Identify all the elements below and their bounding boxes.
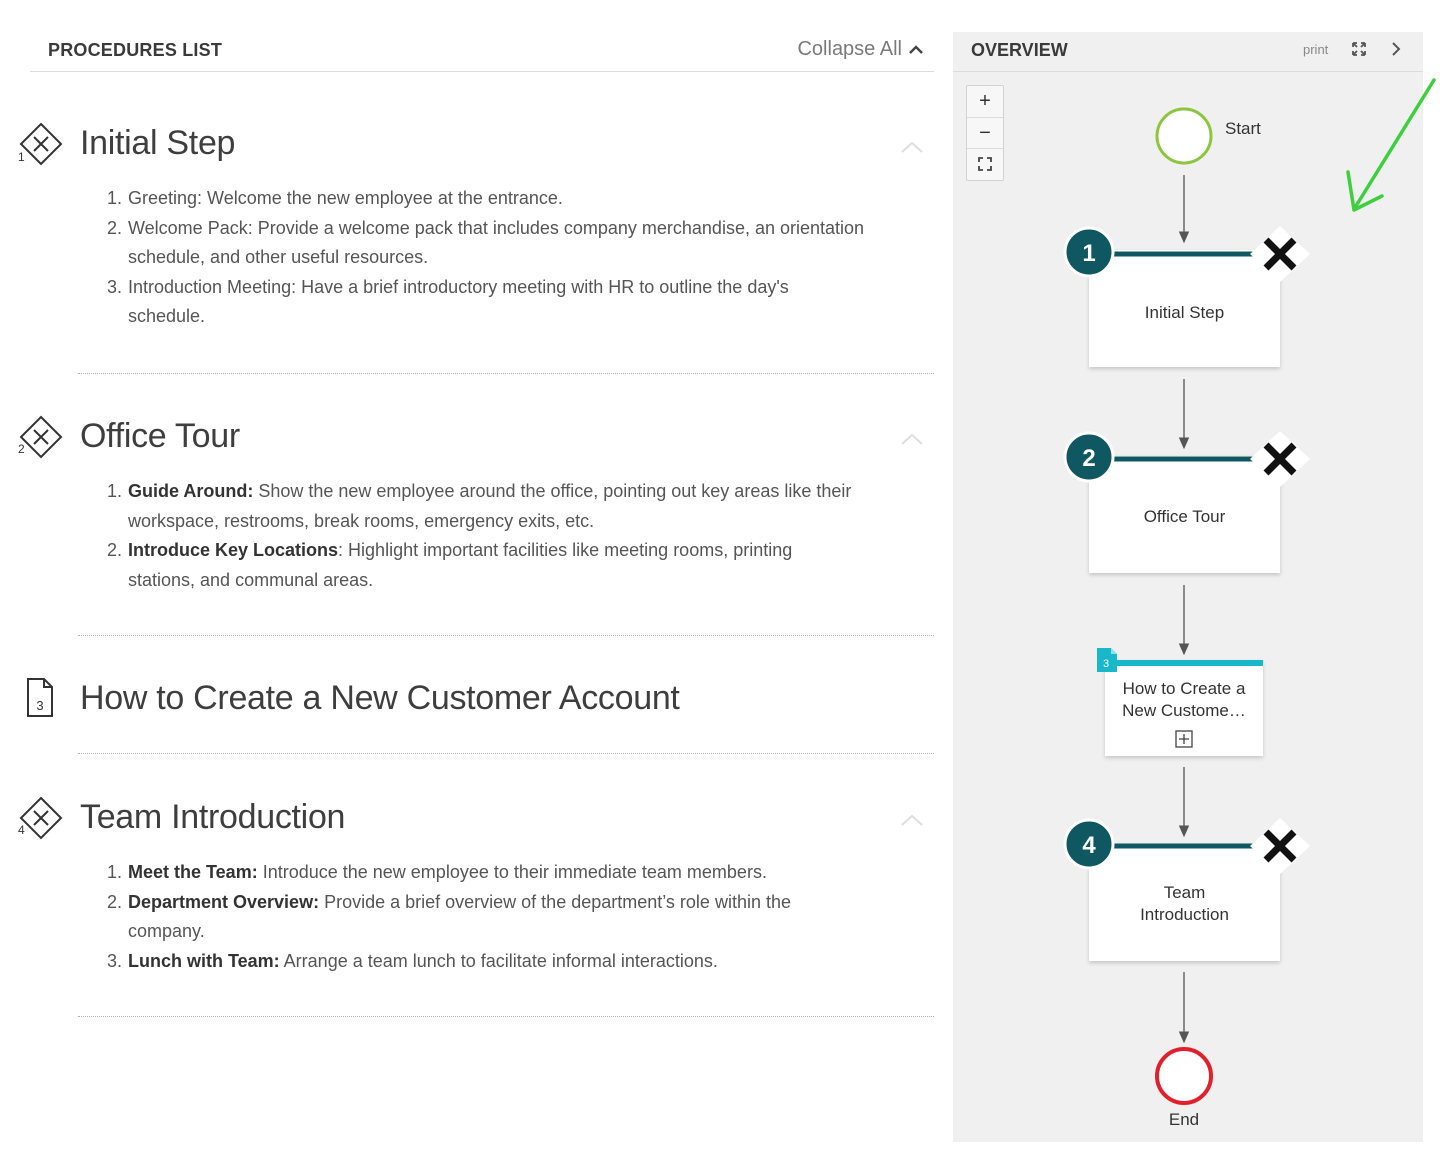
overview-title: OVERVIEW bbox=[971, 40, 1068, 60]
start-label: Start bbox=[1225, 119, 1261, 138]
section-number: 1 bbox=[18, 150, 25, 164]
step-item: 1. Guide Around: Show the new employee around the office, pointing out key areas like their workspace, restrooms, break rooms, emergency exits, etc. bbox=[107, 481, 852, 531]
section-steps bbox=[107, 477, 934, 595]
step-item: 2. Welcome Pack: Provide a welcome pack that includes company merchandise, an orientation schedule, and other useful resources. bbox=[107, 217, 865, 267]
section-steps bbox=[107, 858, 934, 976]
node-label: Office Tour bbox=[1143, 507, 1226, 526]
collapse-all-label: Collapse All bbox=[797, 38, 902, 60]
section-number: 4 bbox=[18, 823, 25, 837]
step-item: 3. Lunch with Team: Arrange a team lunch to facilitate informal interactions. bbox=[107, 950, 718, 971]
chevron-up-icon[interactable] bbox=[900, 432, 924, 446]
node-header bbox=[1063, 224, 1319, 284]
section-divider bbox=[78, 1016, 934, 1017]
section-title[interactable]: Team Introduction bbox=[80, 798, 346, 836]
document-badge-icon bbox=[1095, 646, 1119, 674]
step-item: 2. Introduce Key Locations: Highlight important facilities like meeting rooms, printing stations, and communal areas. bbox=[107, 540, 793, 590]
node-header bbox=[1063, 816, 1319, 876]
document-icon bbox=[20, 676, 60, 720]
section-divider bbox=[78, 373, 934, 374]
node-label-line1: Team bbox=[1163, 883, 1206, 902]
node-number: 2 bbox=[1082, 445, 1096, 472]
step-item: 1. Meet the Team: Introduce the new employee to their immediate team members. bbox=[107, 862, 767, 882]
end-label: End bbox=[1168, 1110, 1200, 1129]
end-event bbox=[1157, 1049, 1211, 1103]
start-event bbox=[1157, 109, 1211, 163]
section-title[interactable]: How to Create a New Customer Account bbox=[80, 679, 680, 717]
section-divider bbox=[78, 753, 934, 754]
node-label-line2: New Custome… bbox=[1122, 701, 1246, 720]
node-label-line2: Introduction bbox=[1140, 905, 1229, 924]
procedures-list-header bbox=[30, 30, 934, 72]
step-item: 2. Department Overview: Provide a brief overview of the department’s role within the company. bbox=[107, 891, 791, 941]
step-item: 1. Greeting: Welcome the new employee at the entrance. bbox=[107, 188, 563, 208]
print-link[interactable]: print bbox=[1303, 42, 1329, 57]
node-header bbox=[1063, 429, 1319, 489]
expand-subprocess-icon[interactable] bbox=[1175, 730, 1193, 748]
step-item: 3. Introduction Meeting: Have a brief introductory meeting with HR to outline the day's schedule. bbox=[107, 276, 789, 326]
annotation-arrow-icon bbox=[1340, 72, 1444, 222]
chevron-up-icon[interactable] bbox=[900, 813, 924, 827]
section-title[interactable]: Initial Step bbox=[80, 124, 236, 162]
node-number: 1 bbox=[1082, 240, 1096, 267]
collapse-all-button[interactable] bbox=[797, 38, 924, 61]
node-number: 4 bbox=[1082, 832, 1096, 859]
section-divider bbox=[78, 635, 934, 636]
section-number: 3 bbox=[36, 698, 44, 713]
section-title[interactable]: Office Tour bbox=[80, 417, 240, 455]
flow-node-new-customer-account[interactable] bbox=[1102, 658, 1263, 756]
node-number: 3 bbox=[1102, 658, 1110, 670]
node-label: Initial Step bbox=[1144, 303, 1225, 322]
node-label-line1: How to Create a bbox=[1122, 679, 1246, 698]
chevron-up-icon[interactable] bbox=[900, 140, 924, 154]
section-number: 2 bbox=[18, 442, 25, 456]
zoom-out-button[interactable]: − bbox=[967, 117, 1003, 148]
chevron-up-icon bbox=[908, 42, 924, 58]
zoom-in-button[interactable]: + bbox=[979, 90, 991, 112]
section-steps bbox=[107, 184, 934, 332]
procedures-list-title: PROCEDURES LIST bbox=[48, 40, 223, 60]
